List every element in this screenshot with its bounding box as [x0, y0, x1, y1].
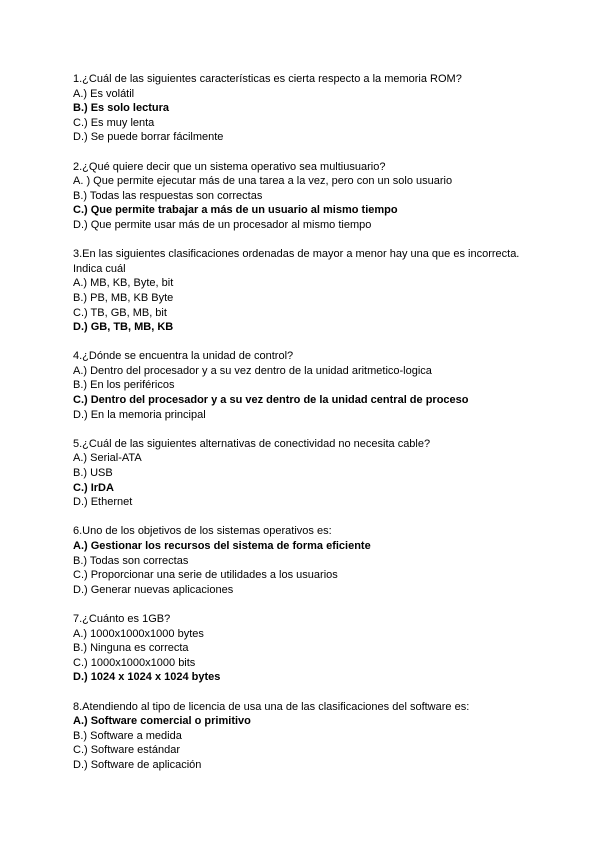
question-text: 1.¿Cuál de las siguientes características es cierta respecto a la memoria ROM? [73, 73, 462, 85]
question-7 [73, 612, 543, 685]
answer-option-correct: A.) Gestionar los recursos del sistema de forma eficiente [73, 540, 371, 552]
question-3 [73, 247, 543, 335]
answer-option: A. ) Que permite ejecutar más de una tarea a la vez, pero con un solo usuario [73, 175, 453, 188]
answer-option: C.) TB, GB, MB, bit [73, 306, 167, 319]
quiz-page [73, 72, 543, 787]
answer-option-correct: B.) Es solo lectura [73, 102, 169, 115]
question-text: 2.¿Qué quiere decir que un sistema operativo sea multiusuario? [73, 160, 386, 173]
question-6 [73, 524, 543, 597]
answer-option: B.) USB [73, 467, 113, 480]
question-5 [73, 437, 543, 510]
answer-option: B.) Todas las respuestas son correctas [73, 189, 263, 202]
question-text: 5.¿Cuál de las siguientes alternativas de conectividad no necesita cable? [73, 437, 431, 450]
question-text: 7.¿Cuánto es 1GB? [73, 612, 171, 625]
answer-option: B.) PB, MB, KB Byte [73, 291, 174, 304]
answer-option: B.) Software a medida [73, 729, 182, 742]
answer-option: C.) Software estándar [73, 744, 180, 757]
answer-option-correct: C.) IrDA [73, 481, 114, 494]
answer-option: B.) Todas son correctas [73, 554, 189, 567]
answer-option-correct: C.) Dentro del procesador y a su vez dentro de la unidad central de proceso [73, 394, 469, 407]
answer-option-correct: A.) Software comercial o primitivo [73, 715, 251, 728]
question-8 [73, 700, 543, 773]
answer-option-correct: D.) 1024 x 1024 x 1024 bytes [73, 671, 221, 684]
question-2 [73, 160, 543, 233]
answer-option: A.) 1000x1000x1000 bytes [73, 627, 204, 640]
question-text: 4.¿Dónde se encuentra la unidad de control? [73, 350, 294, 363]
answer-option: B.) Ninguna es correcta [73, 642, 189, 655]
answer-option-correct: D.) GB, TB, MB, KB [73, 321, 174, 334]
answer-option: D.) Ethernet [73, 496, 133, 509]
answer-option: D.) Generar nuevas aplicaciones [73, 583, 234, 596]
answer-option: A.) MB, KB, Byte, bit [73, 277, 174, 290]
question-1 [73, 72, 543, 145]
answer-option-correct: C.) Que permite trabajar a más de un usuario al mismo tiempo [73, 204, 398, 217]
question-text: 8.Atendiendo al tipo de licencia de usa una de las clasificaciones del software es: [73, 700, 470, 713]
answer-option: A.) Es volátil [73, 87, 135, 100]
answer-option: D.) En la memoria principal [73, 408, 206, 421]
answer-option: D.) Que permite usar más de un procesador al mismo tiempo [73, 218, 372, 231]
answer-option: D.) Software de aplicación [73, 758, 202, 771]
answer-option: C.) 1000x1000x1000 bits [73, 656, 196, 669]
answer-option: C.) Proporcionar una serie de utilidades a los usuarios [73, 569, 338, 582]
question-text: 6.Uno de los objetivos de los sistemas operativos es: [73, 525, 332, 538]
question-text: 3.En las siguientes clasificaciones ordenadas de mayor a menor hay una que es incorrecta. Indica cuál [73, 248, 520, 275]
question-4 [73, 349, 543, 422]
answer-option: A.) Dentro del procesador y a su vez dentro de la unidad aritmetico-logica [73, 364, 432, 377]
answer-option: C.) Es muy lenta [73, 116, 155, 129]
answer-option: A.) Serial-ATA [73, 452, 142, 465]
answer-option: D.) Se puede borrar fácilmente [73, 131, 224, 144]
answer-option: B.) En los periféricos [73, 379, 175, 392]
